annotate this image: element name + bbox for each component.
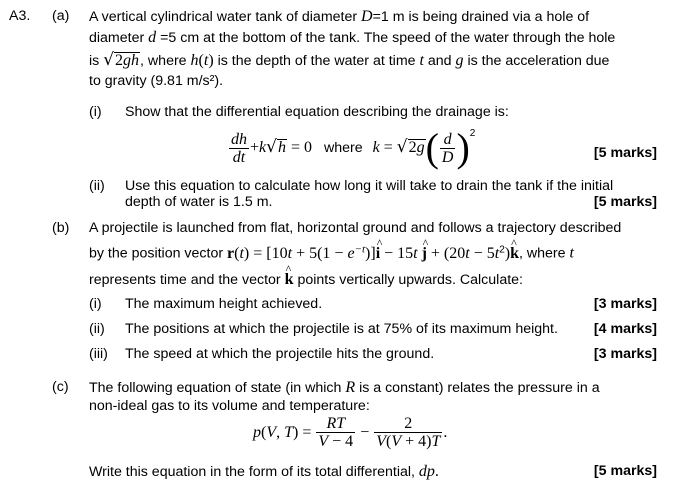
- part-b-ii-label: (ii): [89, 321, 105, 337]
- drainage-equation: $\frac{dh}{dt}$ +k√h = 0 where k = √2g( $\frac{d}{D}$ )$^2$: [231, 125, 476, 170]
- part-a-line-3: is √2gh, where h(t) is the depth of the water at time t and g is the acceleration due: [89, 50, 610, 70]
- part-b-iii-label: (iii): [89, 346, 108, 362]
- part-a-ii-line-2: depth of water is 1.5 m.: [125, 194, 273, 210]
- part-c-line-2: non-ideal gas to its volume and temperature:: [89, 398, 370, 414]
- part-b-label: (b): [52, 220, 70, 236]
- position-vector-equation: $r(t) = [10t + 5(1 - e^{-t})]\^{}$ i − 15t ^ $j + (20t - 5t^2)\^{}$ k: [227, 246, 519, 262]
- part-a-label: (a): [52, 8, 70, 24]
- part-a-line-4: to gravity (9.81 m/s²).: [89, 73, 224, 89]
- part-a-line-2: diameter d =5 cm at the bottom of the tank. The speed of the water through the hole: [89, 29, 616, 46]
- part-c-label: (c): [52, 379, 69, 395]
- part-c-line-3: Write this equation in the form of its total differential, dp.: [89, 463, 439, 480]
- part-a-ii-line-1: Use this equation to calculate how long it will take to drain the tank if the initial: [125, 178, 614, 194]
- sqrt-2gh: √2gh: [103, 50, 140, 70]
- part-b-iii-text: The speed at which the projectile hits the ground.: [125, 346, 435, 362]
- part-c-marks: [5 marks]: [593, 463, 657, 479]
- part-b-ii-text: The positions at which the projectile is at 75% of its maximum height.: [125, 321, 558, 337]
- part-b-line-3: represents time and the vector ^ k points vertically upwards. Calculate:: [89, 271, 523, 289]
- equation-of-state: p(V, T) = $\frac{RT}{V - 4}$ − $\frac{2}{V(V + 4)T}$ .: [253, 415, 448, 450]
- part-b-i-label: (i): [89, 296, 102, 312]
- part-b-iii-marks: [3 marks]: [593, 346, 657, 362]
- part-b-line-1: A projectile is launched from flat, horizontal ground and follows a trajectory described: [89, 220, 622, 236]
- part-a-i-text: Show that the differential equation describing the drainage is:: [125, 104, 509, 120]
- part-b-line-2: by the position vector $r(t) = [10t + 5(1 - e^{-t})]\^{}$ i − 15t ^ $j + (20t - 5t^2)\^{}$ k, where t: [89, 243, 574, 263]
- part-a-ii-marks: [5 marks]: [593, 194, 657, 210]
- part-a-i-marks: [5 marks]: [593, 145, 657, 161]
- part-b-i-text: The maximum height achieved.: [125, 296, 323, 312]
- question-number: A3.: [9, 8, 31, 24]
- part-b-i-marks: [3 marks]: [593, 296, 657, 312]
- part-b-ii-marks: [4 marks]: [593, 321, 657, 337]
- part-a-i-label: (i): [89, 104, 102, 120]
- part-c-line-1: The following equation of state (in which R is a constant) relates the pressure in a: [89, 379, 600, 396]
- part-a-line-1: A vertical cylindrical water tank of diameter D=1 m is being drained via a hole of: [89, 8, 590, 25]
- part-a-ii-label: (ii): [89, 178, 105, 194]
